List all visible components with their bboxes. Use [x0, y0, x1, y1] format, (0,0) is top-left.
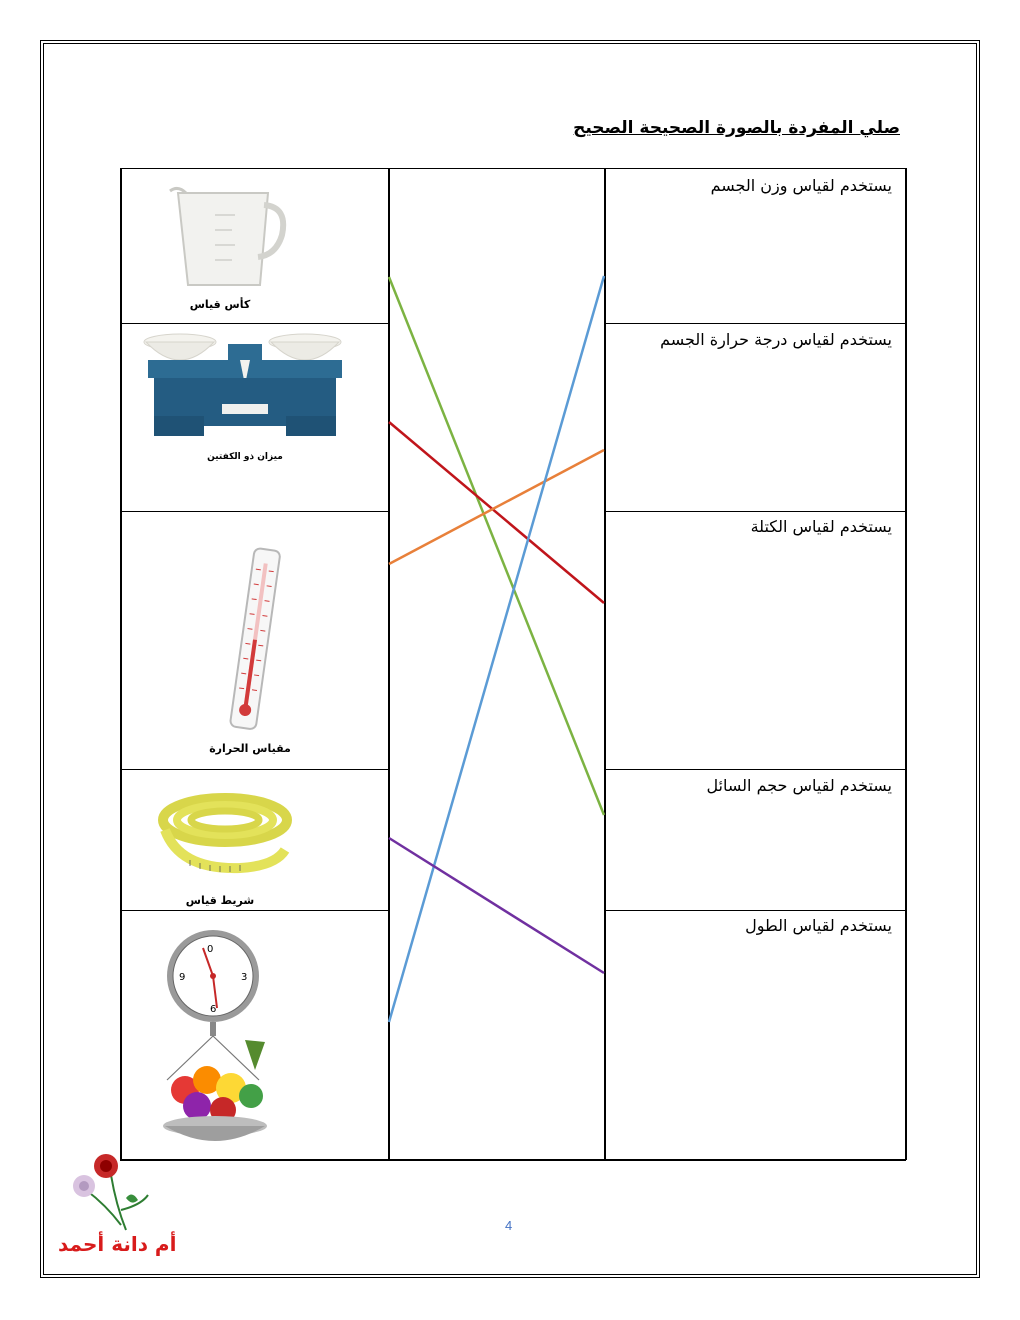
description-liquid-volume: يستخدم لقياس حجم السائل — [706, 776, 892, 795]
match-line-red[interactable] — [389, 422, 604, 603]
page-title: صلي المفردة بالصورة الصحيحة الصحيح — [573, 118, 900, 138]
rose-logo-icon — [66, 1150, 161, 1239]
svg-text:0: 0 — [207, 944, 214, 955]
caption-thermometer: مقياس الحرارة — [209, 742, 291, 755]
description-body-temperature: يستخدم لقياس درجة حرارة الجسم — [660, 330, 892, 349]
page-number: 4 — [505, 1218, 513, 1233]
caption-balance-scale: ميزان ذو الكفتين — [207, 452, 283, 462]
svg-text:3: 3 — [241, 972, 248, 983]
description-body-weight: يستخدم لقياس وزن الجسم — [710, 176, 892, 195]
caption-measuring-cup: كأس قياس — [189, 298, 251, 311]
description-length: يستخدم لقياس الطول — [745, 916, 892, 935]
svg-text:6: 6 — [210, 1004, 217, 1015]
svg-text:9: 9 — [179, 972, 186, 983]
match-line-purple[interactable] — [389, 838, 604, 973]
caption-measuring-tape: شريط قياس — [185, 894, 255, 907]
description-mass: يستخدم لقياس الكتلة — [750, 517, 892, 536]
logo-text: أم دانة أحمد — [58, 1232, 177, 1256]
match-line-blue[interactable] — [389, 276, 604, 1022]
